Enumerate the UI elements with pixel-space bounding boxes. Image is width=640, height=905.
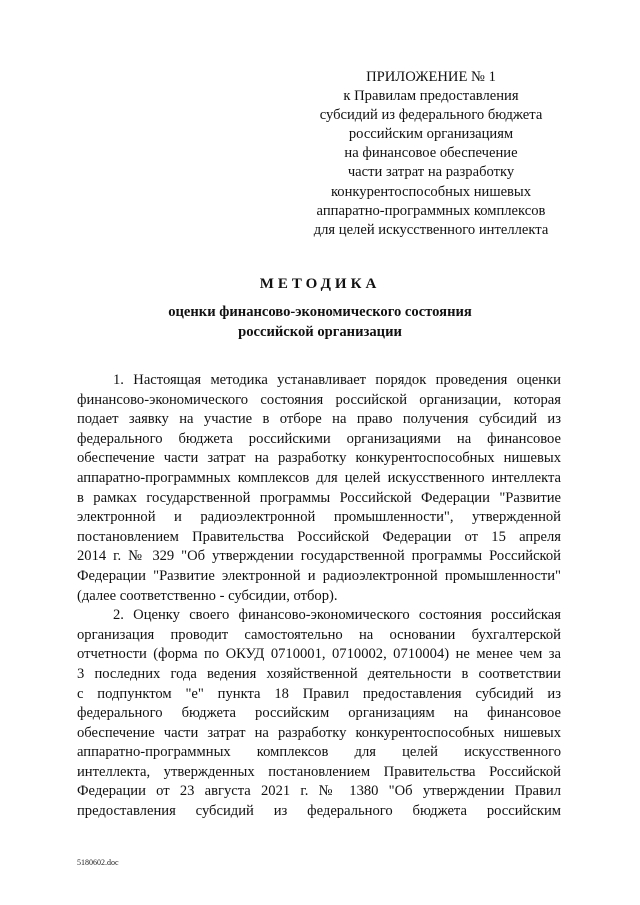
appendix-line: ПРИЛОЖЕНИЕ № 1 (366, 69, 496, 85)
text-line: подает заявку на участие в отборе на право получения субсидий из (77, 411, 561, 428)
document-body (77, 371, 561, 822)
paragraph-2 (77, 606, 561, 822)
subtitle-line: оценки финансово-экономического состояния (168, 304, 472, 320)
text-line: Федерации "Развитие электронной и радиоэлектронной промышленности" (77, 567, 561, 584)
text-line: с подпунктом "е" пункта 18 Правил предоставления субсидий из (77, 685, 561, 702)
file-name-footer: 5180602.doc (77, 858, 119, 867)
appendix-line: к Правилам предоставления (343, 88, 519, 105)
text-line: 3 последних года ведения хозяйственной деятельности в соответствии (77, 665, 561, 682)
text-line: отчетности (форма по ОКУД 0710001, 0710002, 0710004) не менее чем за (77, 646, 561, 663)
appendix-line: для целей искусственного интеллекта (313, 221, 549, 238)
text-line: (далее соответственно - субсидии, отбор). (77, 587, 338, 604)
text-line: в рамках государственной программы Российской Федерации "Развитие (77, 489, 561, 506)
appendix-line: аппаратно-программных комплексов (316, 202, 546, 219)
appendix-line: российским организациям (348, 126, 514, 143)
appendix-line: конкурентоспособных нишевых (330, 183, 532, 200)
paragraph-1 (77, 371, 561, 606)
text-line: 2. Оценку своего финансово-экономического состояния российская (113, 607, 561, 624)
text-line: интеллекта, утвержденных постановлением Правительства Российской (77, 763, 561, 780)
text-line: организация проводит самостоятельно на основании бухгалтерской (77, 626, 561, 643)
text-line: финансово-экономического состояния российской организации, которая (77, 391, 561, 408)
document-subtitle (0, 302, 640, 342)
document-title: МЕТОДИКА (259, 276, 381, 292)
text-line: 1. Настоящая методика устанавливает порядок проведения оценки (113, 372, 561, 388)
text-line: обеспечение части затрат на разработку конкурентоспособных нишевых (77, 450, 561, 467)
appendix-header (300, 68, 562, 240)
text-line: федерального бюджета российским организациям на финансовое (77, 705, 561, 722)
text-line: обеспечение части затрат на разработку конкурентоспособных нишевых (77, 724, 561, 741)
text-line: Федерации от 23 августа 2021 г. № 1380 "Об утверждении Правил (77, 783, 561, 800)
text-line: постановлением Правительства Российской Федерации от 15 апреля (77, 528, 561, 545)
text-line: аппаратно-программных комплексов для целей искусственного интеллекта (77, 469, 561, 486)
appendix-line: на финансовое обеспечение (344, 145, 518, 162)
subtitle-line: российской организации (238, 324, 402, 340)
text-line: аппаратно-программных комплексов для целей искусственного (77, 744, 561, 761)
text-line: федерального бюджета российскими организациями на финансовое (77, 430, 561, 447)
appendix-line: субсидий из федерального бюджета (319, 107, 543, 124)
appendix-line: части затрат на разработку (347, 164, 515, 181)
text-line: предоставления субсидий из федерального бюджета российским (77, 803, 561, 820)
text-line: 2014 г. № 329 "Об утверждении государственной программы Российской (77, 548, 561, 565)
text-line: электронной и радиоэлектронной промышленности", утвержденной (77, 509, 561, 526)
